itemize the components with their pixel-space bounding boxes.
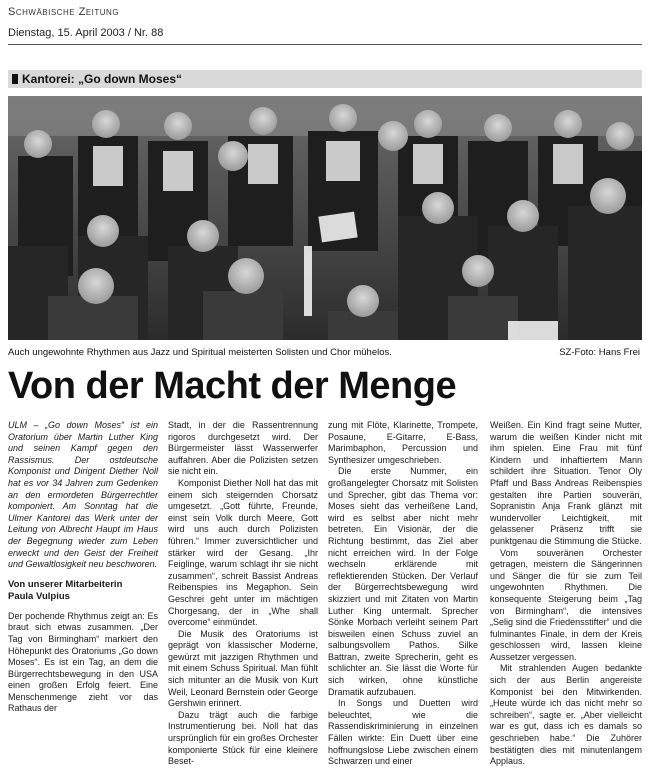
column-4-paragraph: Weißen. Ein Kind fragt seine Mutter, warum die weißen Kinder nicht mit ihm spielen. Eine Frau mit fünf Kindern und inhaftiertem Mann schildert ihre Situation. Tenor Oly Pfaff und Bass Andreas Reibenspies gestalten ihre Partien souverän, Sopranistin Anja Frank glänzt mit wundervoller Leichtigkeit, mit gelassener Präsenz trifft sie punktgenau die Stimmung die Stücke. <box>490 420 642 546</box>
column-2-paragraph: Dazu trägt auch die farbige Instrumentierung bei. Noll hat das ursprünglich für ein großes Orchester komponierte Stück für eine kleinere Beset- <box>168 709 318 767</box>
kicker-marker-icon <box>12 74 18 84</box>
column-4-paragraph: Mit strahlenden Augen bedankte sich der aus Berlin angereiste Komponist bei den Mitwirkenden. „Heute würde ich das nicht mehr so schreiben“, sagte er. „Aber vielleicht war es gut, dass ich es damals so geschrieben habe.“ Die Zuhörer bestätigten dies mit minutenlangem Applaus. <box>490 663 642 767</box>
column-1 <box>8 420 158 715</box>
choir-photo <box>8 96 642 340</box>
section-kicker <box>12 72 182 86</box>
column-4 <box>490 420 642 768</box>
photo-credit: SZ-Foto: Hans Frei <box>559 347 640 358</box>
column-2-paragraph: Komponist Diether Noll hat das mit einem sich steigernden Chorsatz umgesetzt. „Gott führte, Freunde, einst sein Volk durch Meere, Gott wird uns auch durch Polizisten führen.“ Immer zuversichtlicher und stärker wird der Gesang. „Ihr Feiglinge, warum schlagt ihr sie nicht zusammen“, schreit Bassist Andreas Reibenspies ins Megaphon. Sein Geschrei geht unter im mächtigen Chorgesang, der in „Whe shall overcome“ einmündet. <box>168 477 318 628</box>
column-3-paragraph: Die erste Nummer, ein großangelegter Chorsatz mit Solisten und Sprecher, gibt das Thema vor: Moses sieht das verheißene Land, wird es selbst aber nicht mehr betreten. Ein Visionär, der die Richtung bestimmt, das Ziel aber nicht erreichen wird. In der Folge wechseln erklärende mit reflektierenden Stücken. Der Verlauf der Bürgerrechtsbewegung wird skizziert und mit Zitaten von Martin Luther King untermalt. Sprecher Sönke Morbach verleiht seinem Part bisweilen einen Schuss zuviel an salbungsvollem Pathos. Silke Battran, zweite Sprecherin, geht es schlichter an. Sie lässt die Worte für sich wirken, ohne künstliche Dramatik aufzubauen. <box>328 466 478 697</box>
column-3-paragraph: zung mit Flöte, Klarinette, Trompete, Posaune, E-Gitarre, E-Bass, Marimbaphon, Percussion und Synthesizer umgeschrieben. <box>328 420 478 465</box>
issue-dateline: Dienstag, 15. April 2003 / Nr. 88 <box>8 27 164 39</box>
top-rule <box>8 44 642 45</box>
column-3 <box>328 420 478 768</box>
column-2 <box>168 420 318 768</box>
byline-author: Paula Vulpius <box>8 590 70 602</box>
column-4-paragraph: Vom souveränen Orchester getragen, meistern die Sängerinnen und Sänger die für sie zum Teil ungewohnten Rhythmen. Die konsequente Steigerung beim „Tag von Birmingham“, die intensives „Selig sind die Friedensstifter“ und die fulminantes Finale, in dem der Kreis geschlossen wird, lassen kleine Aussetzer vergessen. <box>490 547 642 662</box>
column-2-paragraph: Stadt, in der die Rassentrennung rigoros durchgesetzt wird. Der Bürgermeister lässt Wasserwerfer auffahren. Aber die Polizisten setzen sie nicht ein. <box>168 420 318 477</box>
column-1-body: Der pochende Rhythmus zeigt an: Es braut sich etwas zusammen. „Der Tag von Birmingham“ markiert den Höhepunkt des Oratoriums „Go down Moses“. Es ist ein Tag, an dem die Bürgerrechtsbewegung in den USA einen großen Erfolg feiert. Eine Menschenmenge zieht vor das Rathaus der <box>8 610 158 714</box>
photo-caption: Auch ungewohnte Rhythmen aus Jazz und Spiritual meisterten Solisten und Chor mühelos. <box>8 347 392 358</box>
column-2-paragraph: Die Musik des Oratoriums ist geprägt von klassischer Moderne, gewürzt mit jazzigen Rhythmen und mit einem Schuss Spiritual. Man fühlt sich mitunter an die Musik von Kurt Weil, Leonard Bernstein oder George Gershwin erinnert. <box>168 628 318 709</box>
byline-role: Von unserer Mitarbeiterin <box>8 578 123 590</box>
article-lead: ULM – „Go down Moses“ ist ein Oratorium über Martin Luther King und seinen Kampf gegen den Rassismus. Der ostdeutsche Komponist und Dirigent Diether Noll hat es vor 34 Jahren zum Gedenken an den ermordeten Bürgerrechtler komponiert. Am Sonntag hat die Ulmer Kantorei das Werk unter der Leitung von Albrecht Haupt im Haus der Begegnung wieder zum Leben erweckt und den Geist der Freiheit und Gewaltlosigkeit neu beschworen. <box>8 420 158 570</box>
column-3-paragraph: In Songs und Duetten wird beleuchtet, wie die Rassendiskriminierung in einzelnen Fällen wirkte: Ein Duett über eine hoffnungslose Liebe zwischen einem Schwarzen und einer <box>328 698 478 767</box>
kicker-text: Kantorei: „Go down Moses“ <box>22 72 183 86</box>
newspaper-masthead: Schwäbische Zeitung <box>8 6 120 18</box>
headline: Von der Macht der Menge <box>8 365 457 407</box>
